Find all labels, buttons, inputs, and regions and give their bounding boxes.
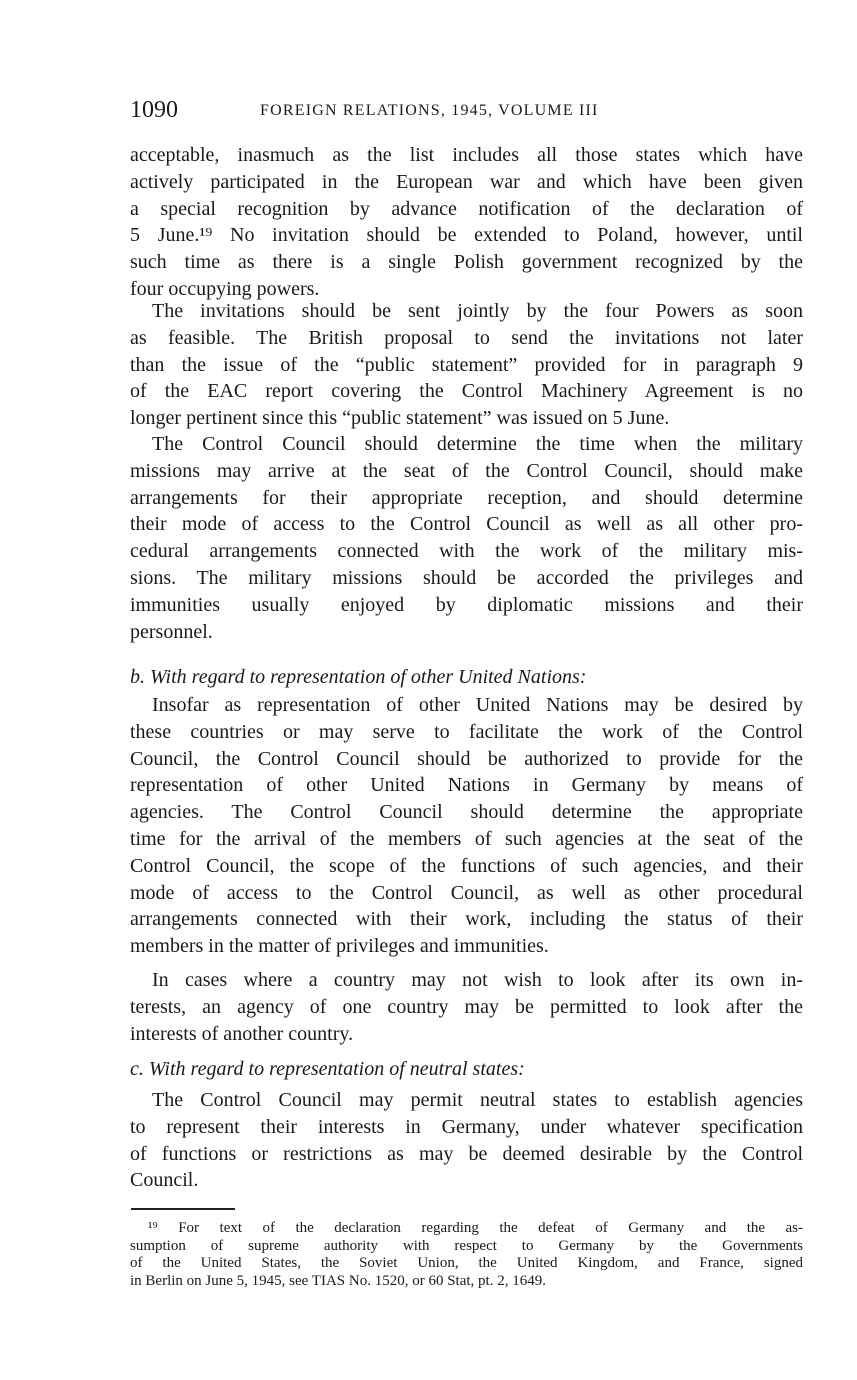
footnote-line: in Berlin on June 5, 1945, see TIAS No. 1520, or 60 Stat, pt. 2, 1649. — [130, 1273, 546, 1290]
text-line: these countries or may serve to facilitate the work of the Control — [130, 720, 803, 743]
text-line: agencies. The Control Council should determine the appropriate — [130, 801, 803, 824]
text-line: arrangements connected with their work, including the status of their — [130, 908, 803, 931]
text-line: to represent their interests in Germany, under whatever specification — [130, 1115, 803, 1138]
text-line: their mode of access to the Control Council as well as all other pro- — [130, 513, 803, 536]
text-line: arrangements for their appropriate reception, and should determine — [130, 486, 803, 509]
text-line: missions may arrive at the seat of the Control Council, should make — [130, 459, 803, 482]
text-line: mode of access to the Control Council, as well as other procedural — [130, 881, 803, 904]
text-line: of the EAC report covering the Control Machinery Agreement is no — [130, 380, 803, 403]
text-line: b. With regard to representation of other United Nations: — [130, 666, 587, 688]
footnote — [130, 1220, 803, 1291]
footnote-line: ¹⁹ For text of the declaration regarding the defeat of Germany and the as- — [148, 1220, 803, 1236]
section-heading-c — [130, 1056, 803, 1083]
text-line: such time as there is a single Polish government recognized by the — [130, 251, 803, 274]
running-title: FOREIGN RELATIONS, 1945, VOLUME III — [260, 102, 599, 119]
paragraph — [130, 298, 803, 432]
text-line: actively participated in the European war and which have been given — [130, 170, 803, 193]
paragraph — [130, 692, 803, 960]
paragraph — [130, 967, 803, 1047]
text-line: Insofar as representation of other United Nations may be desired by — [152, 694, 803, 716]
text-line: interests of another country. — [130, 1022, 354, 1045]
text-line: terests, an agency of one country may be permitted to look after the — [130, 995, 803, 1018]
text-line: personnel. — [130, 620, 213, 643]
text-line: a special recognition by advance notification of the declaration of — [130, 197, 803, 220]
text-line: In cases where a country may not wish to look after its own in- — [152, 969, 803, 991]
text-line: immunities usually enjoyed by diplomatic missions and their — [130, 593, 803, 616]
text-line: 5 June.¹⁹ No invitation should be extended to Poland, however, until — [130, 224, 803, 247]
text-line: four occupying powers. — [130, 277, 320, 300]
text-line: sions. The military missions should be accorded the privileges and — [130, 566, 803, 589]
text-line: longer pertinent since this “public statement” was issued on 5 June. — [130, 407, 670, 430]
text-line: members in the matter of privileges and immunities. — [130, 935, 549, 958]
paragraph — [130, 142, 803, 303]
text-line: The invitations should be sent jointly by the four Powers as soon — [152, 300, 803, 322]
text-line: time for the arrival of the members of such agencies at the seat of the — [130, 827, 803, 850]
text-line: as feasible. The British proposal to send the invitations not later — [130, 326, 803, 349]
paragraph — [130, 431, 803, 645]
text-line: c. With regard to representation of neutral states: — [130, 1058, 525, 1080]
page-header — [130, 97, 803, 125]
text-line: cedural arrangements connected with the work of the military mis- — [130, 540, 803, 563]
text-line: Control Council, the scope of the functions of such agencies, and their — [130, 854, 803, 877]
footnote-line: sumption of supreme authority with respect to Germany by the Governments — [130, 1237, 803, 1254]
text-line: The Control Council may permit neutral states to establish agencies — [152, 1089, 803, 1111]
text-line: representation of other United Nations in Germany by means of — [130, 774, 803, 797]
text-line: than the issue of the “public statement” provided for in paragraph 9 — [130, 353, 803, 376]
page-number: 1090 — [130, 97, 178, 123]
text-line: acceptable, inasmuch as the list includes all those states which have — [130, 144, 803, 166]
footnote-divider — [131, 1208, 235, 1210]
text-line: Council, the Control Council should be authorized to provide for the — [130, 747, 803, 770]
text-line: of functions or restrictions as may be deemed desirable by the Control — [130, 1142, 803, 1165]
paragraph — [130, 1087, 803, 1194]
footnote-line: of the United States, the Soviet Union, the United Kingdom, and France, signed — [130, 1255, 803, 1272]
text-line: The Control Council should determine the time when the military — [152, 433, 803, 455]
section-heading-b — [130, 664, 803, 691]
text-line: Council. — [130, 1169, 199, 1192]
